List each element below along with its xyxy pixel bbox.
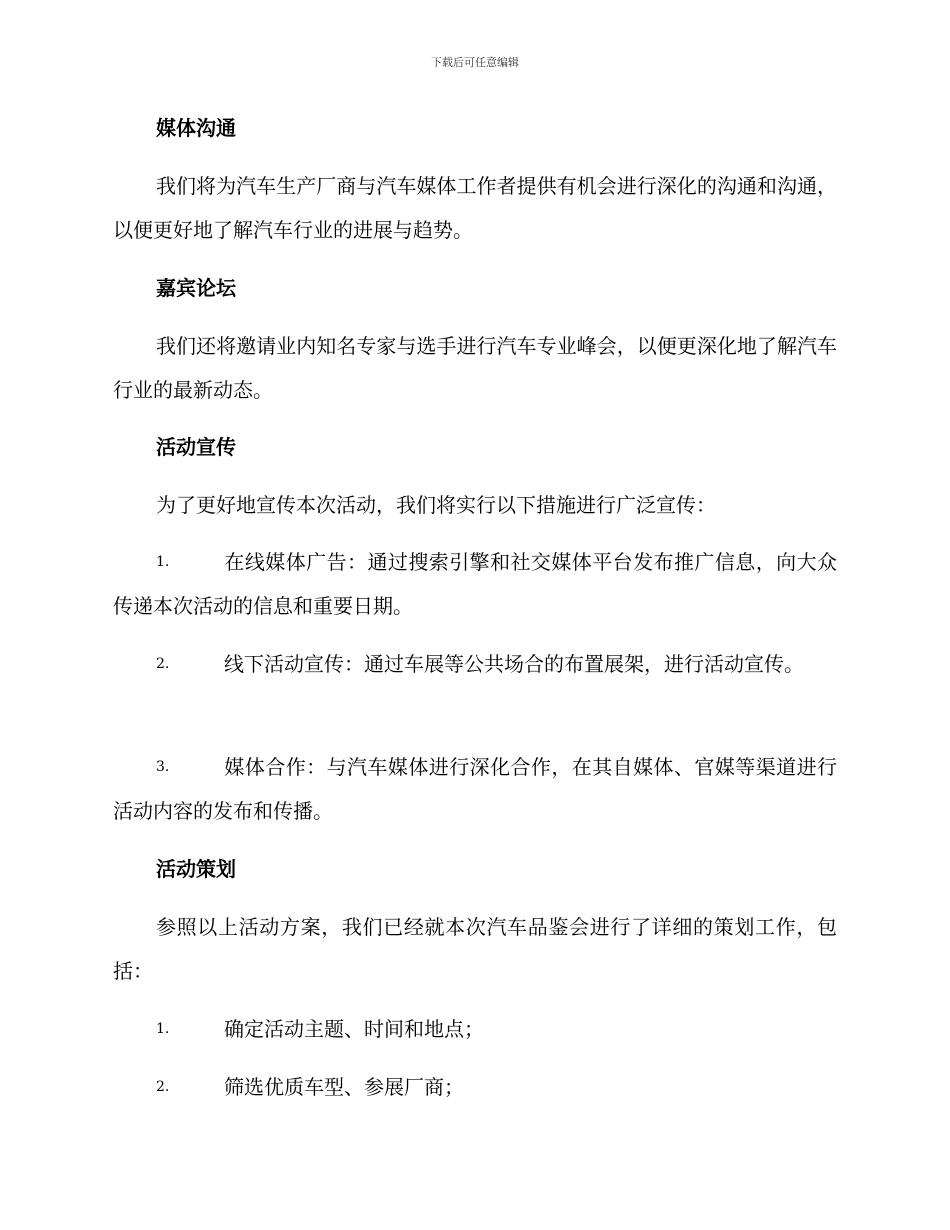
section-heading-planning: 活动策划	[156, 857, 236, 881]
list-text: 确定活动主题、时间和地点；	[224, 1017, 484, 1041]
section-intro-planning: 参照以上活动方案，我们已经就本次汽车品鉴会进行了详细的策划工作，包括：	[113, 915, 837, 983]
header-note: 下载后可任意编辑	[431, 56, 519, 69]
list-number: 1.	[156, 554, 170, 570]
section-heading-media: 媒体沟通	[156, 116, 236, 140]
list-number: 3.	[156, 759, 170, 775]
list-number: 2.	[156, 1079, 170, 1095]
list-text: 在线媒体广告：通过搜索引擎和社交媒体平台发布推广信息，向大众传递本次活动的信息和重要日期。	[113, 550, 837, 618]
list-number: 2.	[156, 656, 170, 672]
list-item	[113, 745, 837, 833]
list-item	[113, 1065, 837, 1109]
section-body-forum: 我们还将邀请业内知名专家与选手进行汽车专业峰会，以便更深化地了解汽车行业的最新动态。	[113, 334, 837, 402]
list-text: 线下活动宣传：通过车展等公共场合的布置展架，进行活动宣传。	[224, 652, 804, 676]
list-item	[113, 540, 837, 628]
list-item	[113, 642, 837, 686]
section-heading-forum: 嘉宾论坛	[156, 276, 236, 300]
list-text: 筛选优质车型、参展厂商；	[224, 1075, 464, 1099]
section-heading-promotion: 活动宣传	[156, 435, 236, 459]
list-text: 媒体合作：与汽车媒体进行深化合作，在其自媒体、官媒等渠道进行活动内容的发布和传播。	[113, 755, 837, 823]
section-intro-promotion: 为了更好地宣传本次活动，我们将实行以下措施进行广泛宣传：	[156, 493, 716, 517]
section-body-media: 我们将为汽车生产厂商与汽车媒体工作者提供有机会进行深化的沟通和沟通，以便更好地了解汽车行业的进展与趋势。	[113, 174, 837, 242]
list-number: 1.	[156, 1021, 170, 1037]
list-item	[113, 1007, 837, 1051]
